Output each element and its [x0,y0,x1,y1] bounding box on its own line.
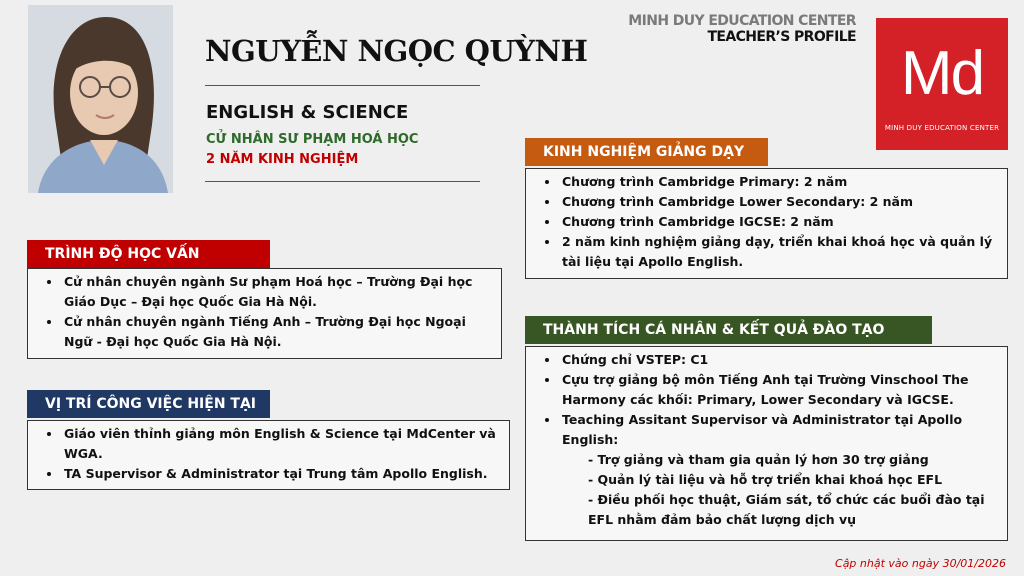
education-box [27,268,502,359]
teacher-experience-years: 2 NĂM KINH NGHIỆM [206,152,359,167]
achievement-subitem: - Quản lý tài liệu và hỗ trợ triển khai khoá học EFL [588,472,943,487]
title-divider [205,181,480,182]
current-position-item: • TA Supervisor & Administrator tại Trung tâm Apollo English. [62,464,501,484]
updated-date: Cập nhật vào ngày 30/01/2026 [835,557,1006,570]
education-heading: TRÌNH ĐỘ HỌC VẤN [27,240,270,268]
achievement-sublist [562,450,999,530]
center-logo [876,18,1008,150]
teacher-name: NGUYỄN NGỌC QUỲNH [205,34,588,68]
teacher-degree: CỬ NHÂN SƯ PHẠM HOÁ HỌC [206,132,419,147]
achievement-item [560,410,999,530]
experience-box [525,168,1008,279]
profile-label: TEACHER’S PROFILE [707,29,856,45]
achievement-item-text: Teaching Assitant Supervisor và Administrator tại Apollo English: [562,412,963,447]
current-position-box [27,420,510,490]
experience-item: • Chương trình Cambridge IGCSE: 2 năm [560,212,999,232]
current-position-heading: VỊ TRÍ CÔNG VIỆC HIỆN TẠI [27,390,270,418]
logo-subtext: MINH DUY EDUCATION CENTER [884,124,1000,132]
achievement-subitem: - Trợ giảng và tham gia quản lý hơn 30 trợ giảng [588,452,929,467]
experience-heading: KINH NGHIỆM GIẢNG DẠY [525,138,768,166]
teacher-photo [28,5,173,193]
center-name: MINH DUY EDUCATION CENTER [628,13,856,29]
achievements-box [525,346,1008,541]
current-position-item: • Giáo viên thỉnh giảng môn English & Science tại MdCenter và WGA. [62,424,501,464]
education-item: • Cử nhân chuyên ngành Tiếng Anh – Trường Đại học Ngoại Ngữ - Đại học Quốc Gia Hà Nội. [62,312,493,352]
experience-item: • 2 năm kinh nghiệm giảng dạy, triển khai khoá học và quản lý tài liệu tại Apollo English. [560,232,999,272]
experience-list [534,172,999,272]
teacher-portrait-illustration [28,5,173,193]
experience-item: • Chương trình Cambridge Lower Secondary: 2 năm [560,192,999,212]
achievements-heading: THÀNH TÍCH CÁ NHÂN & KẾT QUẢ ĐÀO TẠO [525,316,932,344]
education-list [36,272,493,352]
achievements-list [534,350,999,530]
name-divider [205,85,480,86]
achievement-subitem: - Điều phối học thuật, Giám sát, tổ chức các buổi đào tại EFL nhằm đảm bảo chất lượng dịch vụ [588,492,985,527]
current-position-list [36,424,501,484]
logo-text: Md [900,39,984,108]
achievement-item: • Chứng chỉ VSTEP: C1 [560,350,999,370]
achievement-item: • Cựu trợ giảng bộ môn Tiếng Anh tại Trường Vinschool The Harmony các khối: Primary, Lower Secondary và IGCSE. [560,370,999,410]
education-item: • Cử nhân chuyên ngành Sư phạm Hoá học – Trường Đại học Giáo Dục – Đại học Quốc Gia Hà Nội. [62,272,493,312]
experience-item: • Chương trình Cambridge Primary: 2 năm [560,172,999,192]
teacher-subject: ENGLISH & SCIENCE [206,102,409,123]
